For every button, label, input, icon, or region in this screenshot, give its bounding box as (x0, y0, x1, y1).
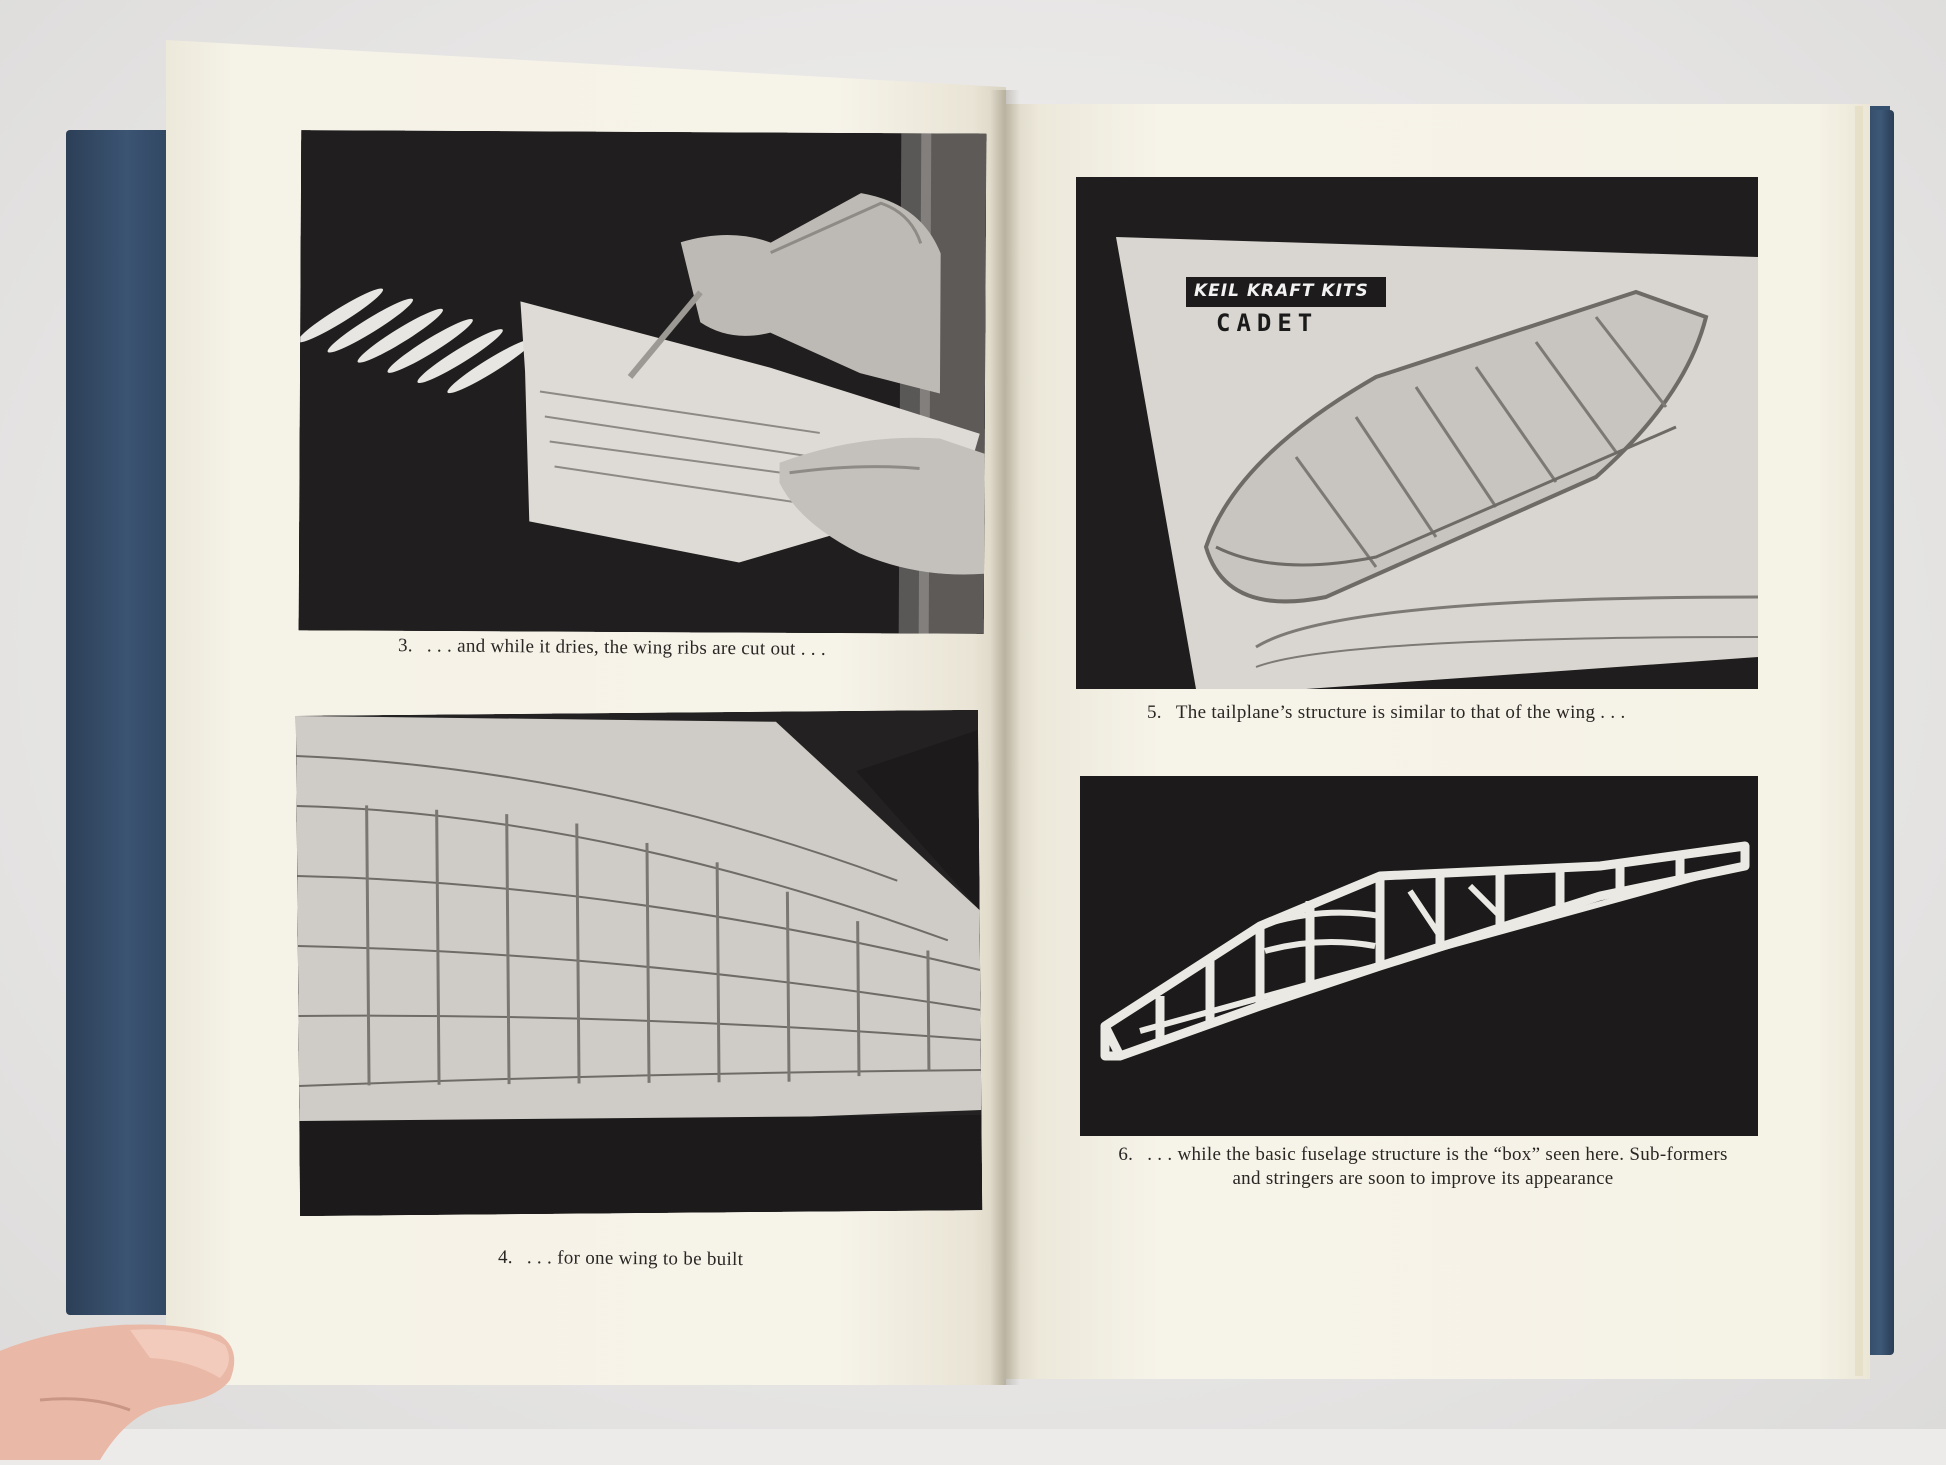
caption-text: . . . and while it dries, the wing ribs are cut out . . . (426, 635, 827, 660)
caption-text: The tailplane’s structure is similar to that of the wing . . . (1175, 702, 1626, 723)
caption-5 (1147, 702, 1626, 724)
caption-text: . . . while the basic fuselage structure is the “box” seen here. Sub-formers (1147, 1144, 1728, 1165)
book-cover-left (66, 130, 176, 1315)
plan-model-name: CADET (1216, 309, 1319, 337)
caption-6 (1088, 1143, 1758, 1191)
caption-number: 4. (497, 1246, 513, 1269)
photo-tailplane-plan (1076, 177, 1758, 689)
photo-wing-on-plan (296, 710, 982, 1216)
caption-number: 3. (397, 635, 413, 657)
caption-4 (498, 1247, 743, 1271)
plan-brand-label: KEIL KRAFT KITS (1194, 281, 1369, 301)
book-gutter (990, 90, 1020, 1385)
page-edge (1855, 106, 1863, 1376)
photo-fuselage-box (1080, 776, 1758, 1136)
caption-number: 6. (1118, 1144, 1134, 1165)
caption-text: . . . for one wing to be built (526, 1247, 744, 1271)
caption-number: 5. (1147, 702, 1162, 723)
caption-text-line2: and stringers are soon to improve its appearance (1232, 1167, 1614, 1189)
photo-cutting-wing-ribs (299, 130, 987, 634)
holding-hand (0, 1300, 260, 1460)
caption-3 (398, 635, 826, 661)
